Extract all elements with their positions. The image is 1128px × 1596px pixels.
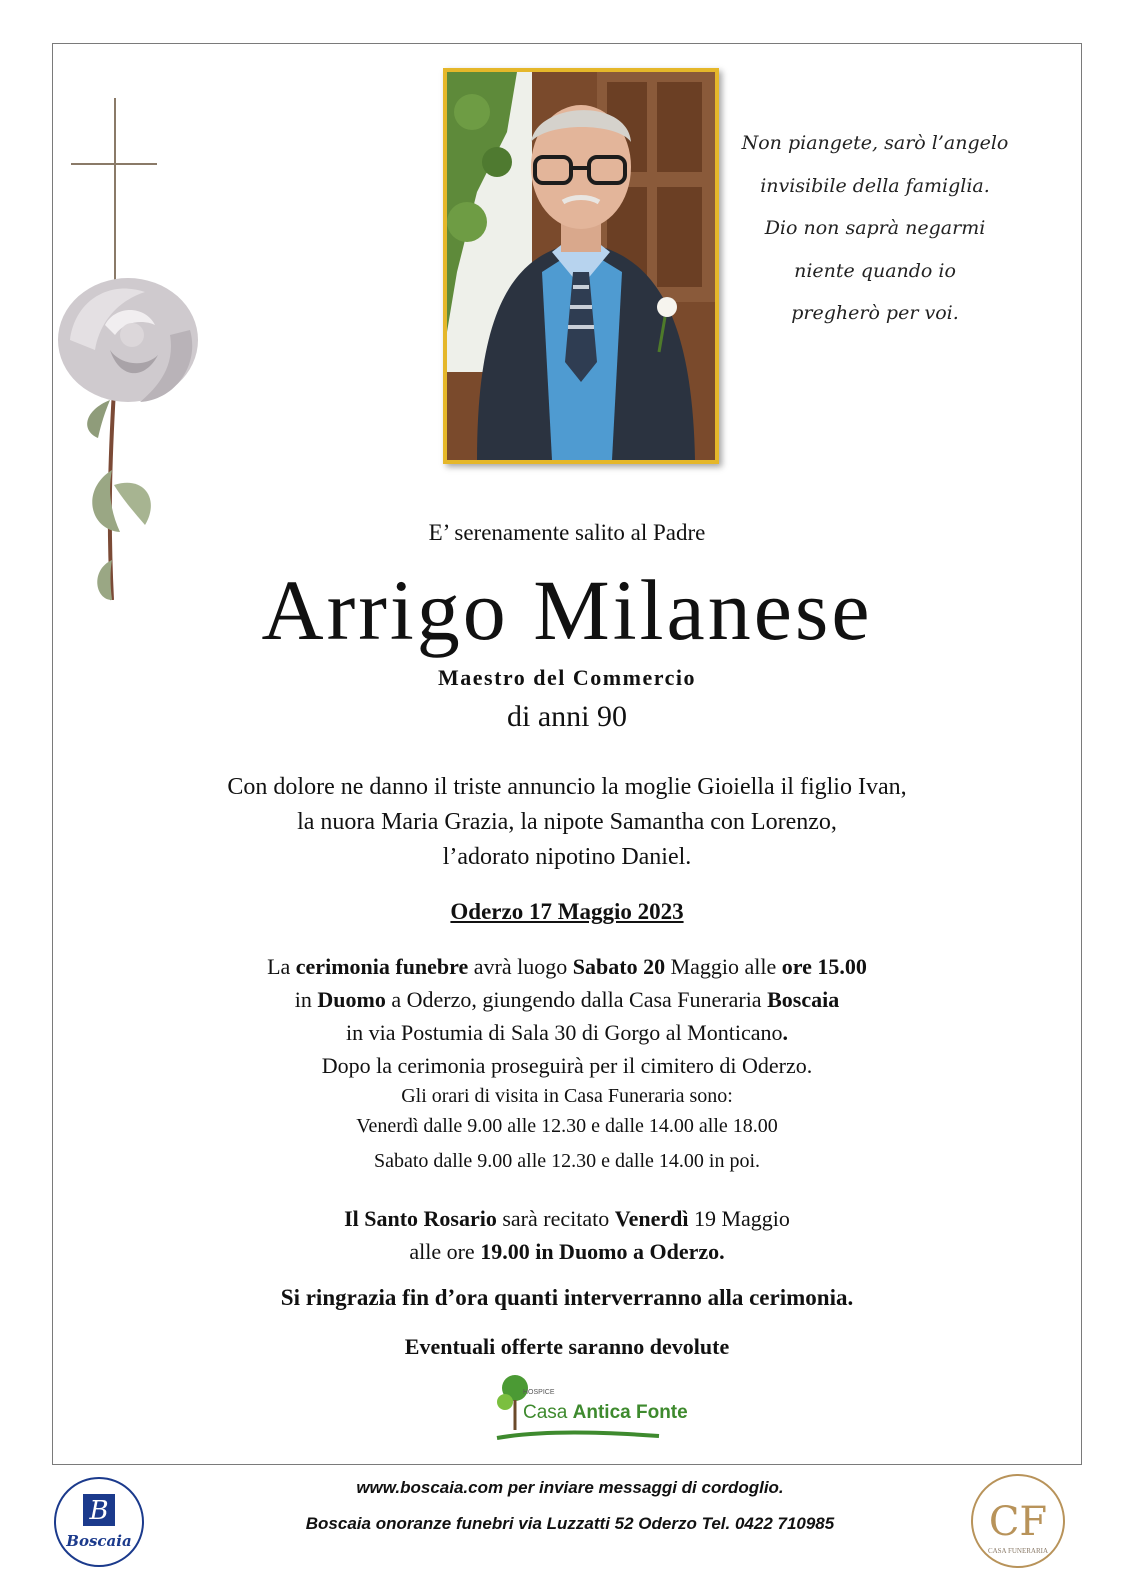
svg-text:HOSPICE: HOSPICE: [523, 1389, 555, 1396]
deceased-name: Arrigo Milanese: [261, 562, 873, 658]
family-announcement: [52, 770, 1082, 875]
visits-line: Venerdì dalle 9.00 alle 12.30 e dalle 14.00 alle 18.00: [356, 1115, 778, 1137]
ceremony-line: in via Postumia di Sala 30 di Gorgo al Monticano.: [346, 1020, 788, 1045]
svg-text:Boscaia: Boscaia: [66, 1532, 132, 1550]
deceased-title: Maestro del Commercio: [438, 665, 696, 690]
poem-line: Non piangete, sarò l’angelo: [741, 132, 1009, 154]
portrait-photo: [443, 68, 719, 464]
place-date: Oderzo 17 Maggio 2023: [450, 899, 684, 924]
thanks-text: Si ringrazia fin d’ora quanti interverranno alla cerimonia.: [280, 1285, 854, 1310]
footer-website: www.boscaia.com per inviare messaggi di cordoglio.: [356, 1478, 784, 1497]
poem: [740, 122, 1010, 335]
visiting-hours: [52, 1083, 1082, 1179]
poem-line: pregherò per voi.: [791, 302, 959, 324]
svg-text:B: B: [89, 1496, 109, 1526]
deceased-age: di anni 90: [507, 700, 627, 733]
poem-line: Dio non saprà negarmi: [764, 217, 986, 239]
ceremony-line: La cerimonia funebre avrà luogo Sabato 20 Maggio alle ore 15.00: [267, 954, 867, 979]
ceremony-details: [52, 950, 1082, 1082]
family-line: Con dolore ne danno il triste annuncio la moglie Gioiella il figlio Ivan,: [227, 774, 907, 800]
cross-horizontal: [71, 163, 157, 165]
cross-vertical: [114, 98, 116, 298]
family-line: l’adorato nipotino Daniel.: [442, 844, 692, 870]
visits-line: Sabato dalle 9.00 alle 12.30 e dalle 14.00 in poi.: [373, 1150, 761, 1172]
svg-text:CF: CF: [988, 1499, 1048, 1545]
poem-line: niente quando io: [794, 259, 956, 282]
rosary-line: Il Santo Rosario sarà recitato Venerdì 19 Maggio: [344, 1206, 790, 1231]
rosary-details: [52, 1202, 1082, 1268]
family-line: la nuora Maria Grazia, la nipote Samantha con Lorenzo,: [297, 809, 837, 835]
hospice-logo: [493, 1370, 688, 1450]
poem-line: invisibile della famiglia.: [760, 174, 990, 197]
footer-address: Boscaia onoranze funebri via Luzzatti 52 Oderzo Tel. 0422 710985: [305, 1514, 835, 1533]
ceremony-line: in Duomo a Oderzo, giungendo dalla Casa Funeraria Boscaia: [294, 987, 840, 1012]
casa-funeraria-logo: [970, 1473, 1066, 1569]
svg-text:Casa Antica Fonte: Casa Antica Fonte: [523, 1402, 688, 1423]
svg-text:CASA FUNERARIA: CASA FUNERARIA: [987, 1547, 1049, 1555]
intro-text: E’ serenamente salito al Padre: [428, 520, 706, 545]
offers-text: Eventuali offerte saranno devolute: [404, 1334, 730, 1359]
boscaia-logo: [53, 1476, 145, 1568]
rosary-line: alle ore 19.00 in Duomo a Oderzo.: [409, 1239, 725, 1264]
visits-line: Gli orari di visita in Casa Funeraria sono:: [401, 1085, 733, 1107]
ceremony-line: Dopo la cerimonia proseguirà per il cimitero di Oderzo.: [321, 1053, 813, 1078]
